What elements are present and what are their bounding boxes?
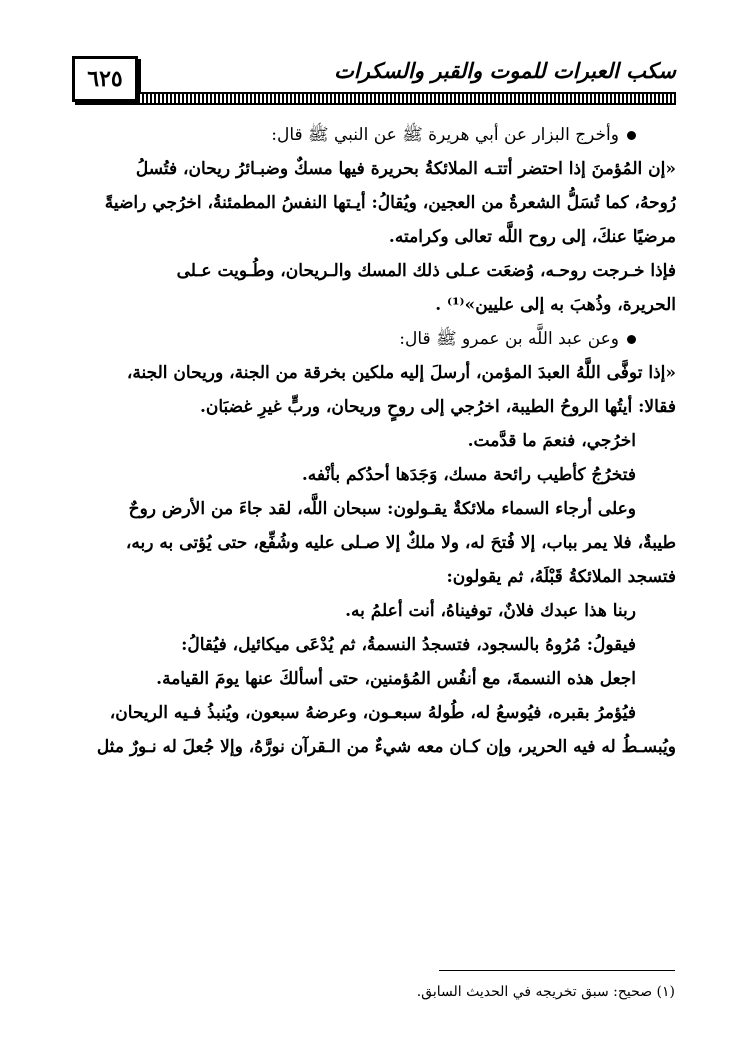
header-rule — [138, 92, 676, 105]
text-line: فقالا: أيتُها الروحُ الطيبة، اخرُجي إلى روحٍ وريحان، وربٍّ غيرِ غضبَان. — [199, 397, 676, 417]
text-line: فتخرُجُ كأطيب رائحة مسك، وَجَدَها أحدُكم بأنْفه. — [301, 465, 636, 485]
bullet-icon — [627, 335, 636, 344]
page-number: ٦٢٥ — [72, 56, 138, 102]
main-text — [70, 118, 676, 764]
text-line: وعلى أرجاء السماء ملائكةٌ يقـولون: سبحان اللَّه، لقد جاءَ من الأرض روحٌ — [128, 499, 636, 519]
bullet-icon — [627, 131, 636, 140]
text-line: مرضيًا عنكَ، إلى روح اللَّه تعالى وكرامته. — [388, 227, 676, 247]
text-line: فتسجد الملائكةُ قَبْلَهُ، ثم يقولون: — [446, 567, 676, 587]
text-line: الحريرة، وذُهبَ به إلى عليين»⁽¹⁾ . — [435, 295, 676, 315]
footnote: (١) صحيح: سبق تخريجه في الحديث السابق. — [416, 984, 675, 1000]
text-line: رُوحهُ، كما تُسَلُّ الشعرةُ من العجين، ويُقالُ: أيـتها النفسُ المطمئنةُ، اخرُجي راضيةً — [104, 193, 676, 213]
text-line: «إن المُؤمنَ إذا احتضر أتتـه الملائكةُ بحريرة فيها مسكٌ وضبـائرُ ريحان، فتُسلُ — [135, 159, 676, 179]
book-title: سكب العبرات للموت والقبر والسكرات — [334, 58, 676, 83]
text-line: اخرُجي، فنعمَ ما قدَّمت. — [467, 431, 636, 451]
text-line: ويُبسـطُ له فيه الحرير، وإن كـان معه شيءٌ من الـقرآن نورَّهُ، وإلا جُعلَ له نـورٌ مثل — [96, 737, 676, 757]
text-line: ربنا هذا عبدك فلانٌ، توفيناهُ، أنت أعلمُ به. — [345, 601, 636, 621]
text-line: فيُؤمرُ بقبره، فيُوسعُ له، طُولهُ سبعـون، وعرضهُ سبعون، ويُنبذُ فـيه الريحان، — [109, 703, 636, 723]
text-line: اجعل هذه النسمةَ، مع أنفُس المُؤمنين، حتى أسألكَ عنها يومَ القيامة. — [156, 669, 636, 689]
text-line: فإذا خـرجت روحـه، وُضعَت عـلى ذلك المسك والـريحان، وطُـويت عـلى — [176, 261, 676, 281]
text-line: «إذا توفَّى اللَّهُ العبدَ المؤمن، أرسلَ إليه ملكين بخرقة من الجنة، وريحان الجنة، — [126, 363, 676, 383]
text-line-intro-1: وأخرج البزار عن أبي هريرة ﷺ عن النبي ﷺ قال: — [70, 118, 676, 152]
text-line-intro-2: وعن عبد اللَّه بن عمرو ﷺ قال: — [70, 322, 676, 356]
text-line: فيقولُ: مُرُوهُ بالسجود، فتسجدُ النسمةُ، ثم يُدْعَى ميكائيل، فيُقالُ: — [181, 635, 636, 655]
footnote-divider — [439, 970, 675, 971]
text-line: طيبةٌ، فلا يمر بباب، إلا فُتحَ له، ولا ملكٌ إلا صـلى عليه وشُفِّع، حتى يُؤتى به ربه، — [125, 533, 676, 553]
page-header — [72, 48, 676, 104]
